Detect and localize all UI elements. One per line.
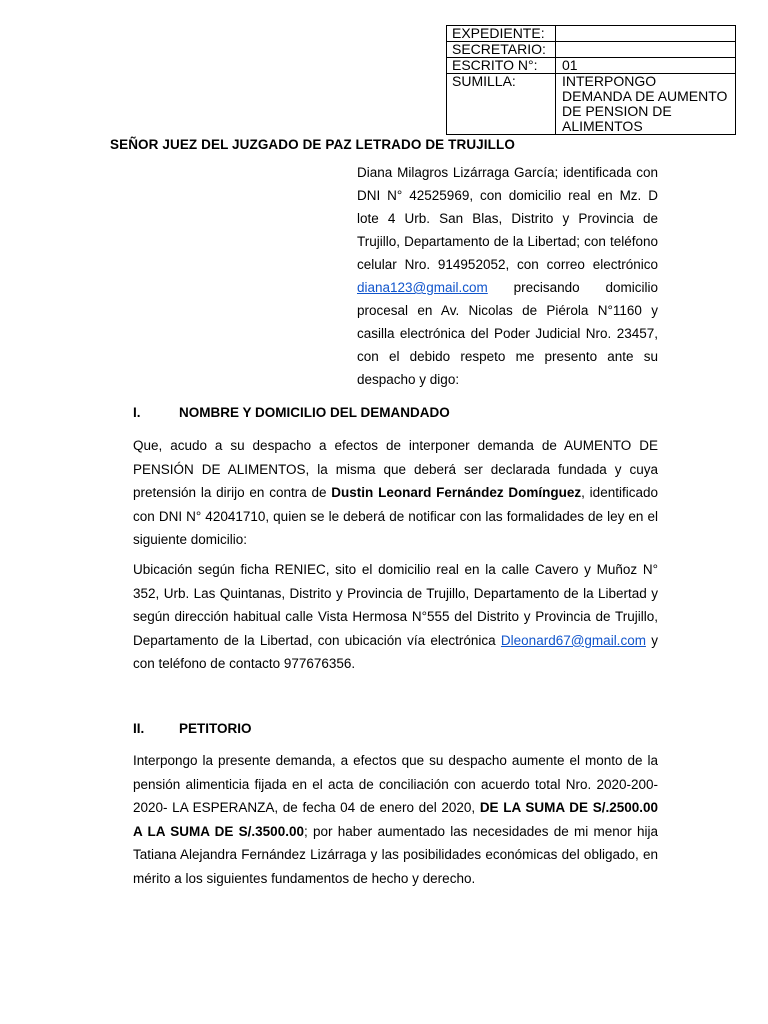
paragraph-text: Interpongo la presente demanda, a efectos que su despacho aumente el monto de la pensión alimenticia fijada en el acta de conciliación con acuerdo total Nro. 2020-200-2020- LA ESPERANZA, de fecha 04 de enero del 2020, <box>133 753 658 816</box>
escrito-value: 01 <box>556 58 736 74</box>
sumilla-value: INTERPONGO DEMANDA DE AUMENTO DE PENSION DE ALIMENTOS <box>556 74 736 135</box>
expediente-label: EXPEDIENTE: <box>447 26 556 42</box>
secretario-value <box>556 42 736 58</box>
section-1-number: I. <box>133 405 141 420</box>
paragraph-text: Que, acudo a su despacho a efectos de interponer demanda de AUMENTO DE PENSIÓN DE ALIMENTOS, la misma que deberá ser declarada fundada y cuya pretensión la dirijo en contra de <box>133 438 658 501</box>
plaintiff-email-link[interactable]: diana123@gmail.com <box>357 280 488 295</box>
section-1-title: NOMBRE Y DOMICILIO DEL DEMANDADO <box>179 405 450 420</box>
paragraph-text: Ubicación según ficha RENIEC, sito el domicilio real en la calle Cavero y Muñoz N° 352, Urb. Las Quintanas, Distrito y Provincia de Trujillo, Departamento de la Libertad y según dirección habitual calle Vista Hermosa N°555 del Distrito y Provincia de Trujillo, Departamento de la Libertad, con ubicación vía electrónica <box>133 562 658 648</box>
paragraph-text: y con teléfono de contacto 977676356. <box>133 632 658 672</box>
paragraph-text: , identificado con DNI N° 42041710, quien se le deberá de notificar con las formalidades de ley en el siguiente domicilio: <box>133 485 658 548</box>
document-title: SEÑOR JUEZ DEL JUZGADO DE PAZ LETRADO DE TRUJILLO <box>110 137 515 152</box>
intro-paragraph <box>357 161 658 391</box>
sumilla-label: SUMILLA: <box>447 74 556 135</box>
case-info-table <box>446 25 736 135</box>
escrito-label: ESCRITO N°: <box>447 58 556 74</box>
section-2-title: PETITORIO <box>179 721 252 736</box>
paragraph-text: ; por haber aumentado las necesidades de mi menor hija Tatiana Alejandra Fernández Lizárraga y las posibilidades económicas del obligado, en mérito a los siguientes fundamentos de hecho y derecho. <box>133 823 658 886</box>
amount-change: DE LA SUMA DE S/.2500.00 A LA SUMA DE S/.3500.00 <box>133 800 658 839</box>
intro-text: Diana Milagros Lizárraga García; identificada con DNI N° 42525969, con domicilio real en Mz. D lote 4 Urb. San Blas, Distrito y Provincia de Trujillo, Departamento de la Libertad; con teléfono celular Nro. 914952052, con correo electrónico <box>357 165 658 272</box>
case-info-row <box>447 58 736 74</box>
section-2-number: II. <box>133 721 145 736</box>
case-info-row <box>447 42 736 58</box>
case-info-row <box>447 26 736 42</box>
section-1-paragraph-2 <box>133 558 658 676</box>
section-2-paragraph-1 <box>133 749 658 891</box>
defendant-name: Dustin Leonard Fernández Domínguez <box>331 485 582 501</box>
intro-text-continued: precisando domicilio procesal en Av. Nicolas de Piérola N°1160 y casilla electrónica del Poder Judicial Nro. 23457, con el debido respeto me presento ante su despacho y digo: <box>357 280 658 387</box>
section-2-heading <box>133 721 252 736</box>
section-1-heading <box>133 405 450 420</box>
case-info-row <box>447 74 736 135</box>
secretario-label: SECRETARIO: <box>447 42 556 58</box>
defendant-email-link[interactable]: Dleonard67@gmail.com <box>500 632 646 648</box>
expediente-value <box>556 26 736 42</box>
section-1-paragraph-1 <box>133 434 658 552</box>
